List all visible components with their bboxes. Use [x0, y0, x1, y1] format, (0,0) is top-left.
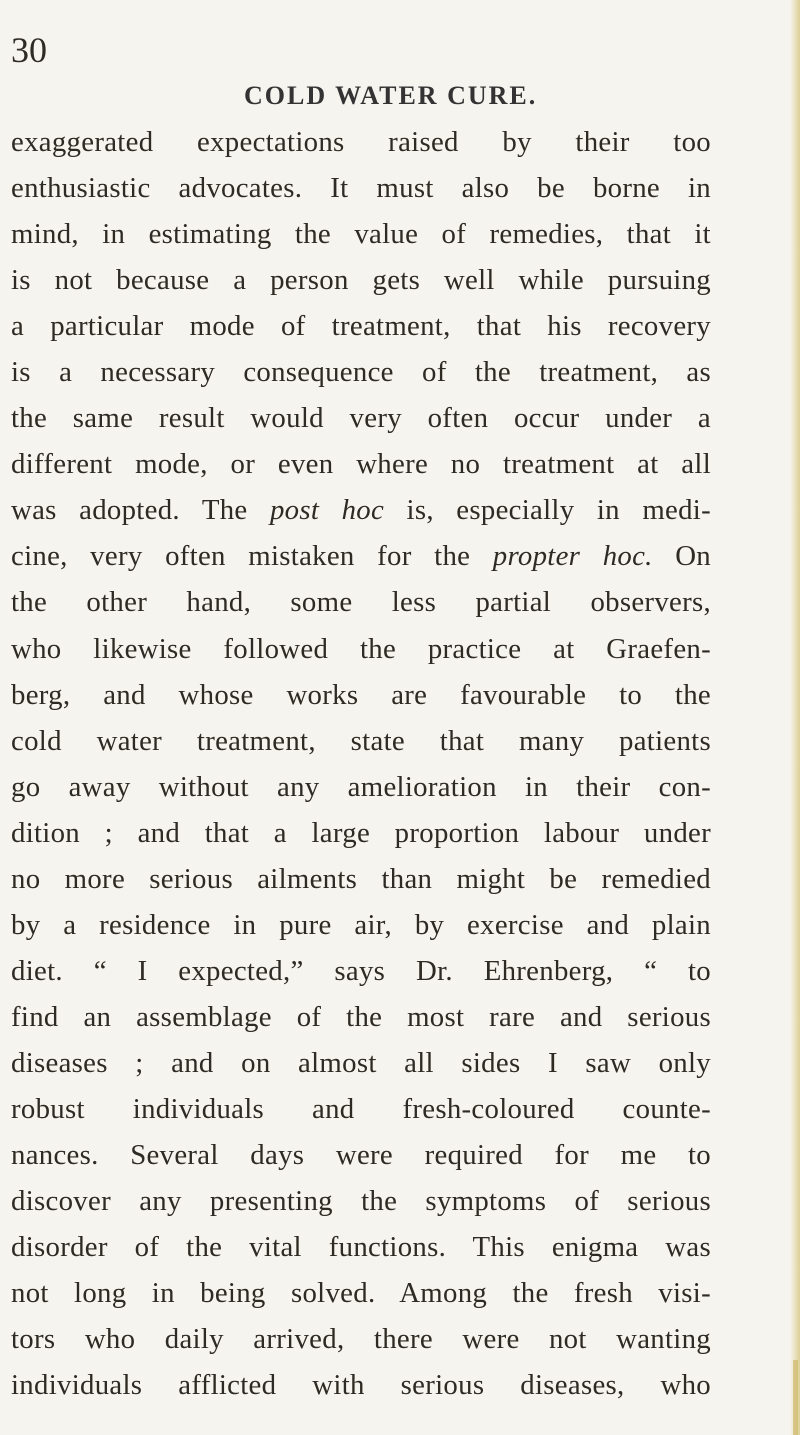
- page-edge: [790, 0, 800, 1435]
- text-line: [11, 211, 711, 257]
- text-segment: is, especially in medi-: [384, 494, 712, 527]
- text-line: [11, 626, 711, 672]
- text-segment: the same result would very often occur under a: [11, 402, 711, 435]
- text-segment: who likewise followed the practice at Graefen-: [11, 632, 711, 665]
- text-segment: the other hand, some less partial observers,: [11, 586, 711, 619]
- text-segment: enthusiastic advocates. It must also be borne in: [11, 172, 711, 205]
- text-line: [11, 902, 711, 948]
- text-segment: not long in being solved. Among the fresh visi-: [11, 1277, 711, 1310]
- text-segment: nances. Several days were required for me to: [11, 1139, 711, 1172]
- text-line: [11, 349, 711, 395]
- italic-phrase: propter hoc.: [492, 540, 653, 573]
- running-head: [11, 30, 751, 120]
- text-line: [11, 1132, 711, 1178]
- text-line: [11, 948, 711, 994]
- text-segment: mind, in estimating the value of remedies, that it: [11, 218, 711, 251]
- text-segment: discover any presenting the symptoms of serious: [11, 1185, 711, 1218]
- text-segment: is a necessary consequence of the treatment, as: [11, 356, 711, 389]
- text-segment: diet. “ I expected,” says Dr. Ehrenberg, “ to: [11, 954, 711, 987]
- page-edge-mark: [793, 1360, 798, 1435]
- text-line: [11, 672, 711, 718]
- text-segment: individuals afflicted with serious diseases, who: [11, 1369, 711, 1402]
- text-segment: go away without any amelioration in their con-: [11, 770, 711, 803]
- text-segment: exaggerated expectations raised by their too: [11, 126, 711, 158]
- text-line: [11, 1178, 711, 1224]
- text-segment: tors who daily arrived, there were not wanting: [11, 1323, 711, 1356]
- text-line: [11, 303, 711, 349]
- page-number: 30: [11, 30, 47, 70]
- text-segment: On: [652, 540, 711, 573]
- text-segment: dition ; and that a large proportion labour under: [11, 816, 711, 849]
- text-segment: by a residence in pure air, by exercise and plain: [11, 908, 711, 941]
- text-line: [11, 441, 711, 487]
- text-segment: berg, and whose works are favourable to the: [11, 678, 711, 711]
- text-segment: cine, very often mistaken for the: [11, 540, 493, 573]
- text-line: [11, 718, 711, 764]
- text-segment: no more serious ailments than might be remedied: [11, 862, 711, 895]
- text-line: [11, 1040, 711, 1086]
- text-line: [11, 579, 711, 625]
- text-line: [11, 764, 711, 810]
- text-line: [11, 810, 711, 856]
- text-line: [11, 533, 711, 579]
- text-line: [11, 257, 711, 303]
- text-segment: disorder of the vital functions. This enigma was: [11, 1231, 711, 1264]
- text-segment: is not because a person gets well while pursuing: [11, 264, 711, 297]
- text-segment: different mode, or even where no treatment at all: [11, 448, 711, 481]
- running-title: COLD WATER CURE.: [244, 81, 538, 110]
- italic-phrase: post hoc: [269, 494, 385, 527]
- text-segment: was adopted. The: [11, 494, 270, 527]
- text-segment: cold water treatment, state that many patients: [11, 724, 711, 757]
- text-segment: robust individuals and fresh-coloured counte-: [11, 1092, 711, 1125]
- text-line: [11, 1224, 711, 1270]
- text-line: [11, 1362, 711, 1408]
- text-line: [11, 856, 711, 902]
- text-line: [11, 1086, 711, 1132]
- text-segment: a particular mode of treatment, that his recovery: [11, 310, 711, 343]
- text-segment: find an assemblage of the most rare and serious: [11, 1000, 711, 1033]
- text-line: [11, 1270, 711, 1316]
- text-line: [11, 487, 711, 533]
- text-line: [11, 395, 711, 441]
- text-segment: diseases ; and on almost all sides I saw only: [11, 1046, 711, 1079]
- text-line: [11, 165, 711, 211]
- body-text: [11, 119, 711, 1408]
- text-line: [11, 994, 711, 1040]
- text-line: [11, 119, 711, 165]
- text-line: [11, 1316, 711, 1362]
